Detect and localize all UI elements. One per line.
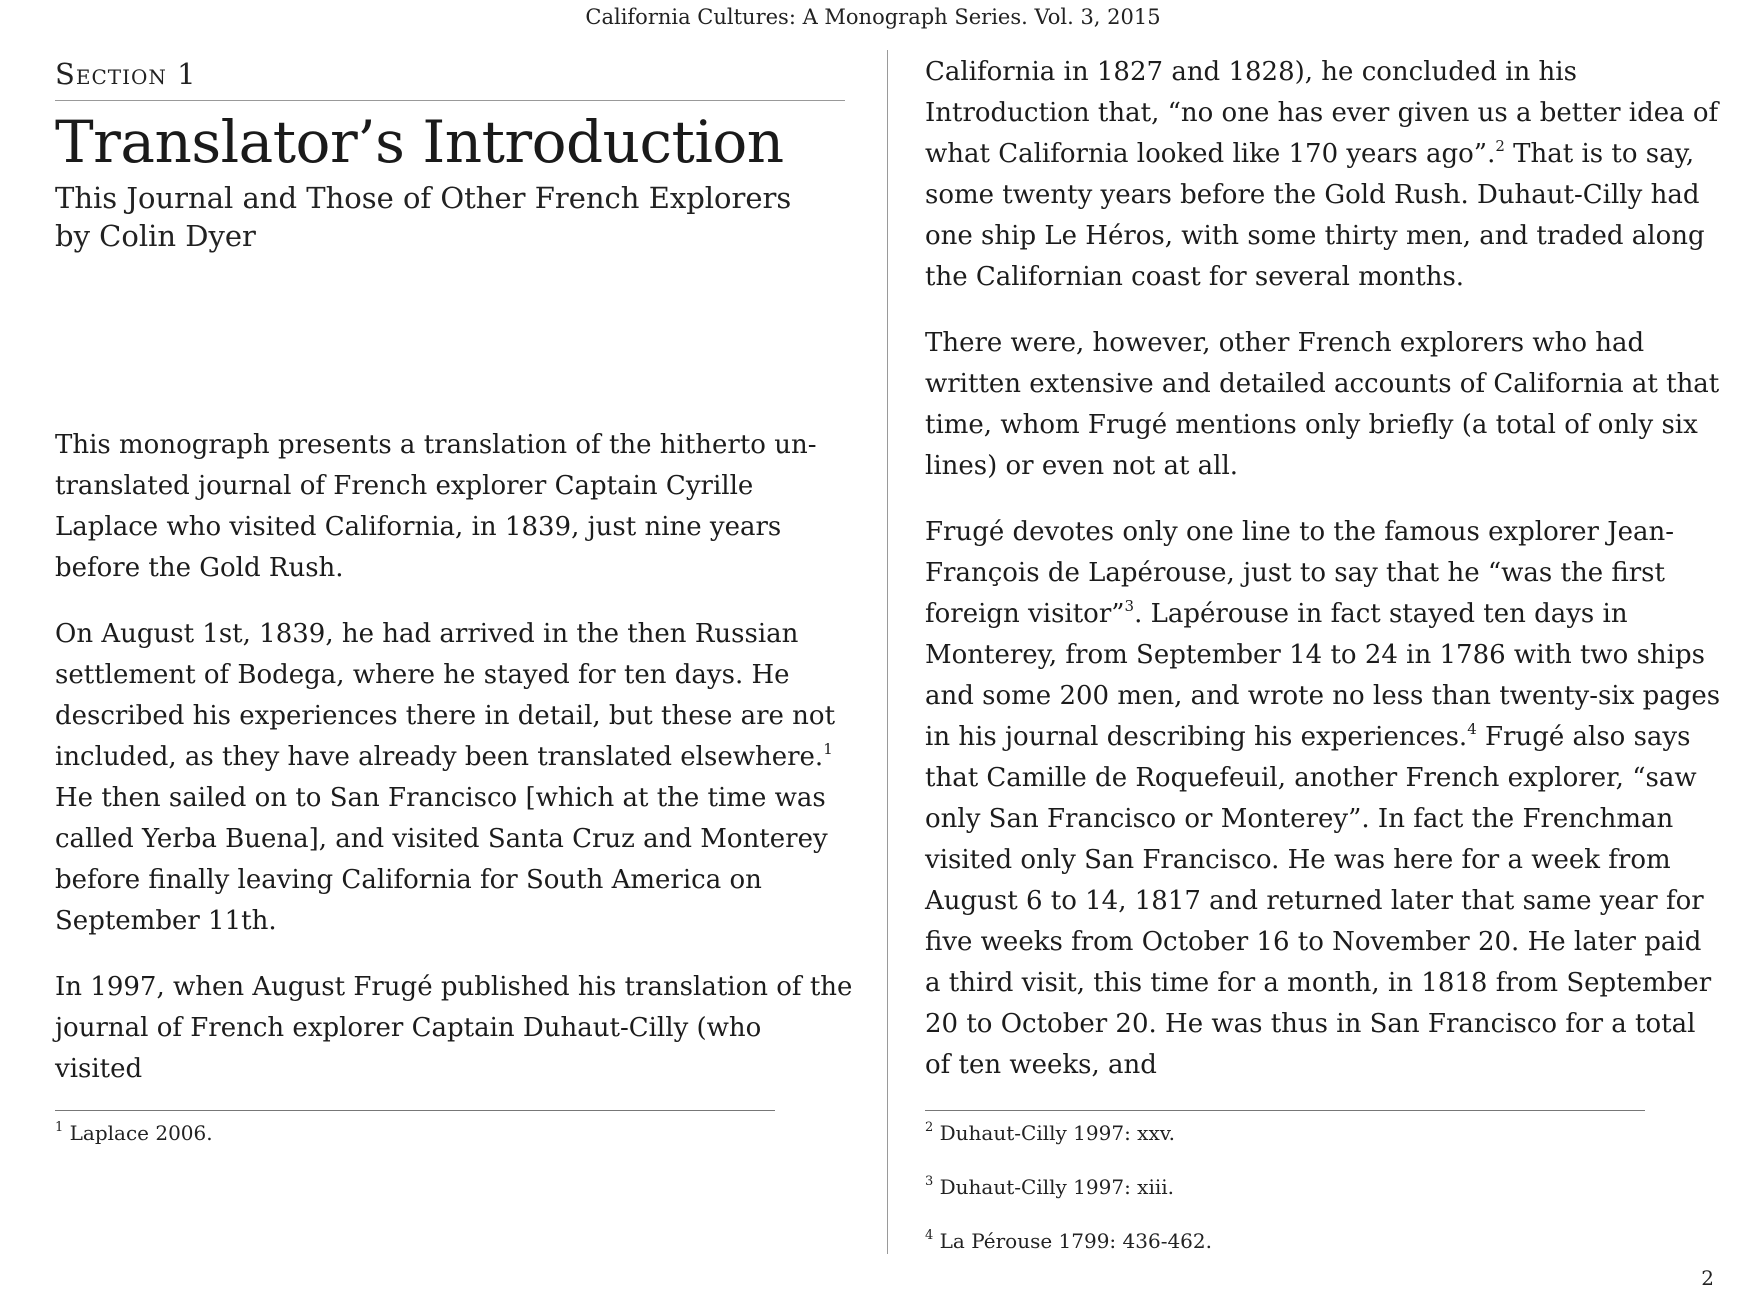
title-rule (55, 100, 845, 101)
paragraph: This monograph presents a translation of the hitherto un-translated journal of French explorer Captain Cyrille Laplace who visited California, in 1839, just nine years before the Gold Rush. (55, 430, 817, 583)
paragraph-text: That is to say, some twenty years before the Gold Rush. Duhaut-Cilly had one ship Le Héros, with some thirty men, and traded along the Californian coast for several months. (925, 139, 1705, 292)
footnote-mark: 3 (925, 1174, 934, 1190)
page-number: 2 (1701, 1266, 1714, 1290)
paragraph-text: On August 1st, 1839, he had arrived in the then Russian settlement of Bodega, where he stayed for ten days. He described his experiences there in detail, but these are not included, as they have already been translated elsewhere. (55, 619, 836, 772)
footnote-2 (925, 1120, 1175, 1146)
footnote-rule (55, 1110, 775, 1111)
footnote-3 (925, 1174, 1174, 1200)
left-column-body (55, 425, 855, 1115)
paragraph-text: Frugé devotes only one line to the famous explorer Jean-François de Lapérouse, just to say that he “was the first foreign visitor” (925, 517, 1675, 629)
paragraph-text: He then sailed on to San Francisco [which at the time was called Yerba Buena], and visited Santa Cruz and Monterey before finally leaving California for South America on September 11th. (55, 783, 828, 936)
subtitle-line: This Journal and Those of Other French Explorers (55, 181, 792, 215)
paragraph (925, 512, 1725, 1086)
footnote-mark: 1 (55, 1120, 64, 1136)
column-divider (887, 50, 888, 1254)
footnote-mark: 4 (925, 1228, 934, 1244)
heading-block (55, 56, 845, 255)
footnote-mark: 2 (925, 1120, 934, 1136)
footnote-rule (925, 1110, 1645, 1111)
footnote-text: La Pérouse 1799: 436-462. (933, 1229, 1212, 1253)
footnote-text: Duhaut-Cilly 1997: xiii. (933, 1175, 1175, 1199)
footnote-4 (925, 1228, 1212, 1254)
paragraph: There were, however, other French explorers who had written extensive and detailed accounts of California at that time, whom Frugé mentions only briefly (a total of only six lines) or even not at all. (925, 328, 1720, 481)
paragraph (55, 614, 855, 942)
right-column-body (925, 52, 1725, 1111)
paragraph-text: . Lapérouse in fact stayed ten days in Monterey, from September 14 to 24 in 1786 with two ships and some 200 men, and wrote no less than twenty-six pages in his journal describing his experiences. (925, 599, 1721, 752)
footnote-ref[interactable]: 4 (1467, 720, 1477, 739)
footnote-text: Duhaut-Cilly 1997: xxv. (933, 1121, 1176, 1145)
paragraph (925, 52, 1725, 298)
subtitle (55, 179, 845, 255)
footnote-text: Laplace 2006. (63, 1121, 213, 1145)
paragraph-text: California in 1827 and 1828), he concluded in his Introduction that, “no one has ever given us a better idea of what California looked like 170 years ago”. (925, 57, 1719, 169)
page-title: Translator’s Introduction (55, 108, 784, 176)
paragraph-text: Frugé also says that Camille de Roquefeuil, another French explorer, “saw only San Francisco or Monterey”. In fact the Frenchman visited only San Francisco. He was here for a week from August 6 to 14, 1817 and returned later that same year for five weeks from October 16 to November 20. He later paid a third visit, this time for a month, in 1818 from September 20 to October 20. He was thus in San Francisco for a total of ten weeks, and (925, 722, 1712, 1080)
author-line: by Colin Dyer (55, 219, 256, 253)
section-label: Section 1 (55, 57, 197, 91)
running-header: California Cultures: A Monograph Series. Vol. 3, 2015 (585, 5, 1161, 29)
paragraph: In 1997, when August Frugé published his translation of the journal of French explorer Captain Duhaut-Cilly (who visited (55, 972, 853, 1084)
footnote-ref[interactable]: 1 (823, 740, 833, 759)
footnote-ref[interactable]: 3 (1124, 597, 1135, 616)
footnote-ref[interactable]: 2 (1495, 137, 1505, 156)
footnote-1 (55, 1120, 213, 1146)
